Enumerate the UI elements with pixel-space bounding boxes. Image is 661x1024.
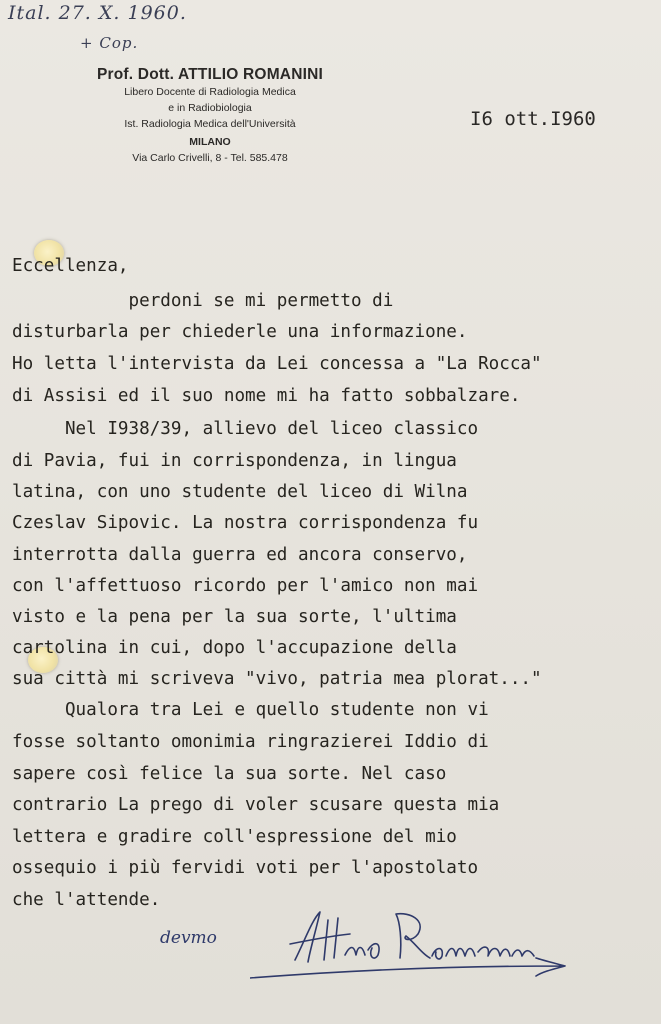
body-line: sapere così felice la sua sorte. Nel caso [12,764,447,784]
letterhead-address: Via Carlo Crivelli, 8 - Tel. 585.478 [132,152,288,164]
body-line: Czeslav Sipovic. La nostra corrispondenza fu [12,513,479,533]
body-line: lettera e gradire coll'espressione del mio [12,827,457,847]
letterhead-name: Prof. Dott. ATTILIO ROMANINI [96,66,323,83]
letterhead-title-2: e in Radiobiologia [168,102,252,114]
body-line: di Pavia, fui in corrispondenza, in lingua [12,451,457,471]
body-line: con l'affettuoso ricordo per l'amico non mai [12,576,479,596]
body-line: disturbarla per chiederle una informazione. [12,322,468,342]
body-line: fosse soltanto omonimia ringrazierei Iddio di [12,732,489,752]
letterhead [60,66,360,166]
body-line: latina, con uno studente del liceo di Wilna [12,482,468,502]
body-line: perdoni se mi permetto di [12,291,394,311]
body-line: Nel I938/39, allievo del liceo classico [12,419,479,439]
handwritten-signature [250,900,580,990]
body-line: contrario La prego di voler scusare questa mia [12,795,500,815]
body-line: cartolina in cui, dopo l'accupazione della [12,638,457,658]
handwritten-date-note: Ital. 27. X. 1960. [8,2,187,24]
letterhead-title-1: Libero Docente di Radiologia Medica [124,86,296,98]
body-line: di Assisi ed il suo nome mi ha fatto sobbalzare. [12,386,521,406]
body-line: interrotta dalla guerra ed ancora conservo, [12,545,468,565]
letterhead-city: MILANO [189,136,231,148]
handwritten-copy-note: + Cop. [80,34,139,52]
letter-date: I6 ott.I960 [470,108,596,130]
closing-handwritten: devmo [160,928,217,948]
body-line: che l'attende. [12,890,161,910]
body-line: Eccellenza, [12,256,129,276]
body-line: Qualora tra Lei e quello studente non vi [12,700,489,720]
body-line: sua città mi scriveva "vivo, patria mea plorat..." [12,669,542,689]
body-line: ossequio i più fervidi voti per l'apostolato [12,858,479,878]
letterhead-institute: Ist. Radiologia Medica dell'Università [124,118,296,130]
body-line: visto e la pena per la sua sorte, l'ultima [12,607,457,627]
body-line: Ho letta l'intervista da Lei concessa a "La Rocca" [12,354,542,374]
